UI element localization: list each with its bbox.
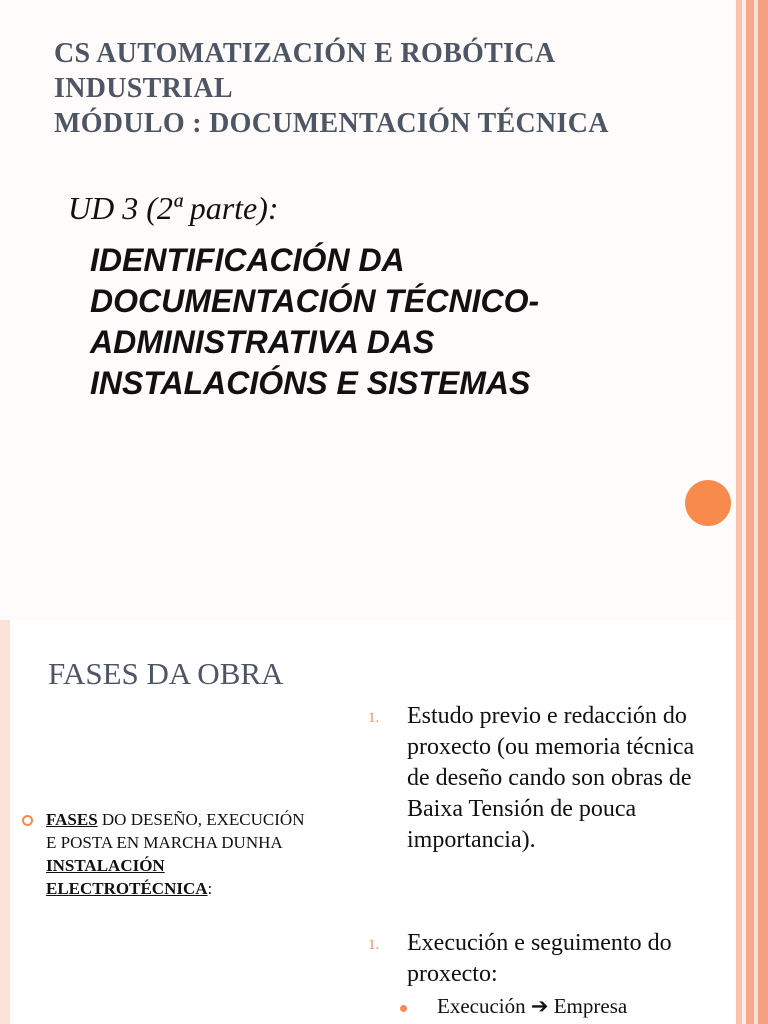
phases-middle: DO DESEÑO, EXECUCIÓN E POSTA EN MARCHA DUNHA — [46, 810, 305, 852]
sub-item-post: Empresa — [548, 994, 628, 1018]
step-text: Execución e seguimento do proxecto: — [407, 930, 672, 987]
course-title-line: CS AUTOMATIZACIÓN E ROBÓTICA — [54, 38, 556, 69]
sub-list-item — [400, 994, 627, 1019]
dot-bullet-icon — [400, 1005, 407, 1012]
unit-heading-line: IDENTIFICACIÓN DA — [90, 242, 405, 278]
numbered-step — [368, 928, 708, 990]
slide-title: FASES DA OBRA — [48, 656, 284, 691]
step-number: 1. — [368, 710, 380, 726]
unit-heading — [90, 240, 710, 404]
sub-item-pre: Execución — [437, 994, 531, 1018]
step-number: 1. — [368, 937, 380, 953]
unit-label: UD 3 (2ª parte): — [68, 190, 279, 226]
phases-bullet-text — [46, 808, 312, 900]
unit-heading-line: ADMINISTRATIVA DAS — [90, 324, 435, 360]
right-frame-stripes — [736, 0, 768, 1024]
arrow-right-icon: ➔ — [530, 994, 549, 1018]
course-title — [54, 36, 694, 141]
ring-bullet-icon — [22, 815, 33, 826]
decorative-orange-circle — [685, 480, 731, 526]
unit-heading-line: DOCUMENTACIÓN TÉCNICO- — [90, 283, 540, 319]
phases-bullet — [22, 808, 312, 900]
course-title-line: MÓDULO : DOCUMENTACIÓN TÉCNICA — [54, 108, 609, 139]
phases-tail: : — [207, 879, 213, 898]
step-text: Estudo previo e redacción do proxecto (ou memoria técnica de deseño cando son obras de Baixa Tensión de pouca importancia). — [407, 703, 695, 853]
phases-lead: FASES — [46, 810, 98, 829]
numbered-step — [368, 701, 708, 856]
phases-emphasis: INSTALACIÓN ELECTROTÉCNICA — [46, 856, 208, 898]
course-title-line: INDUSTRIAL — [54, 73, 233, 104]
unit-heading-line: INSTALACIÓNS E SISTEMAS — [90, 365, 531, 401]
